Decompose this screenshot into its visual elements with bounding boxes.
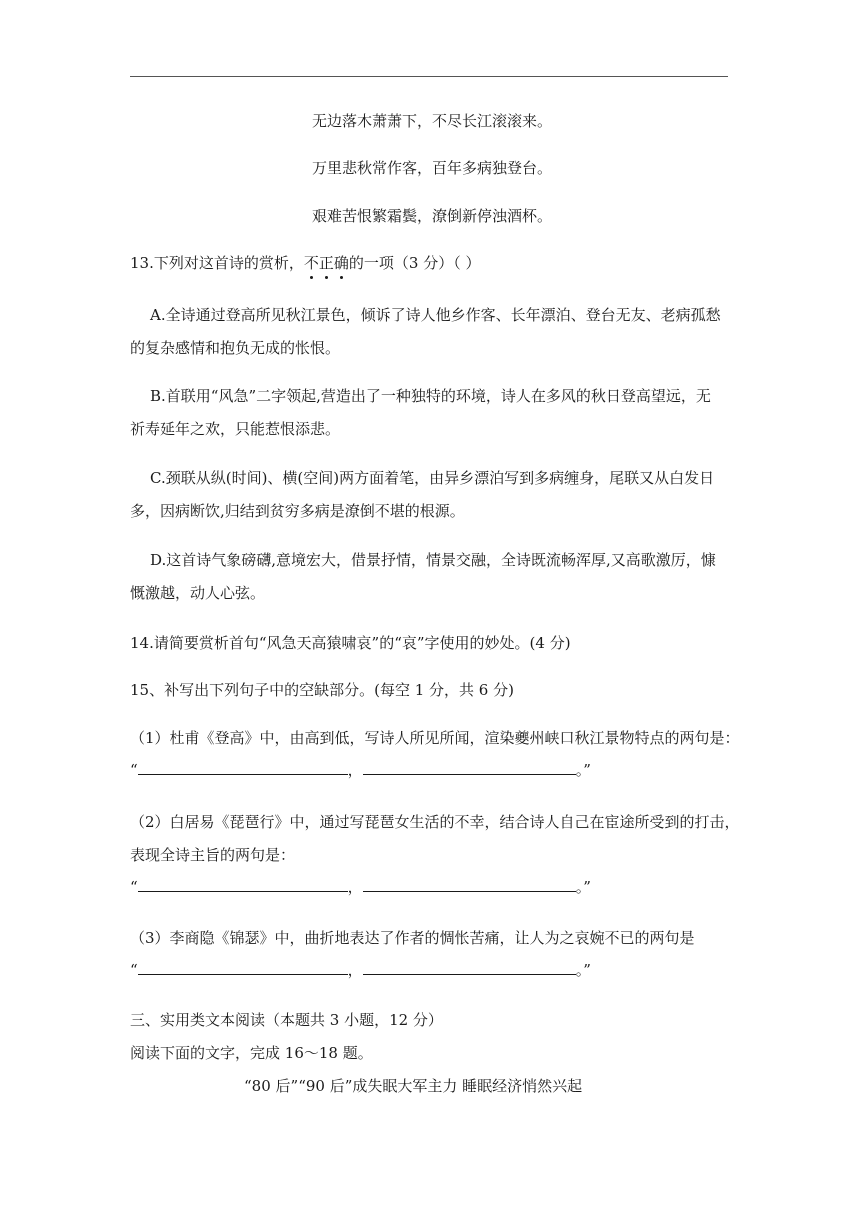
section-3-title: 三、实用类文本阅读（本题共 3 小题，12 分） [130,1011,443,1029]
answer-blank[interactable] [363,960,576,975]
option-c-line-2: 多，因病断饮,归结到贫穷多病是潦倒不堪的根源。 [130,502,465,520]
section-3-instruction: 阅读下面的文字，完成 16～18 题。 [130,1044,373,1062]
q15-sentence-1: （1）杜甫《登高》中，由高到低，写诗人所见所闻，渲染夔州峡口秋江景物特点的两句是： [130,729,740,747]
option-b-line-1: B.首联用“风急”二字领起,营造出了一种独特的环境，诗人在多风的秋日登高望远，无 [150,387,711,405]
q15-sentence-2-line-2: 表现全诗主旨的两句是： [130,846,296,864]
article-title: “80 后”“90 后”成失眠大军主力 睡眠经济悄然兴起 [244,1077,583,1095]
question-15-title: 15、补写出下列句子中的空缺部分。(每空 1 分，共 6 分) [130,681,514,699]
q15-sentence-2-line-1: （2）白居易《琵琶行》中，通过写琵琶女生活的不幸，结合诗人自己在宦途所受到的打击， [130,813,740,831]
option-a-line-1: A.全诗通过登高所见秋江景色，倾诉了诗人他乡作客、长年漂泊、登台无友、老病孤愁 [150,306,721,324]
emphasis-char: 正 [318,254,334,272]
option-a-line-2: 的复杂感情和抱负无成的怅恨。 [130,339,341,357]
emphasis-char: 不 [303,254,319,272]
q15-sentence-3: （3）李商隐《锦瑟》中，曲折地表达了作者的惆怅苦痛，让人为之哀婉不已的两句是 [130,929,695,947]
answer-blank[interactable] [363,877,576,892]
q15-blank-row-2: “ ， 。” [130,878,591,896]
emphasis-char: 确 [333,254,349,272]
answer-blank[interactable] [138,760,348,775]
question-14: 14.请简要赏析首句“风急天高猿啸哀”的“哀”字使用的妙处。(4 分) [130,634,571,652]
question-13: 13.下列对这首诗的赏析，不正确的一项（3 分）（ ） [130,254,481,272]
poem-line-1: 无边落木萧萧下，不尽长江滚滚来。 [312,112,553,130]
answer-blank[interactable] [363,760,576,775]
q15-blank-row-3: “ ， 。” [130,961,591,979]
answer-blank[interactable] [138,960,348,975]
poem-line-3: 艰难苦恨繁霜鬓，潦倒新停浊酒杯。 [312,207,553,225]
option-d-line-2: 慨激越，动人心弦。 [130,584,266,602]
option-b-line-2: 祈寿延年之欢，只能惹恨添悲。 [130,420,341,438]
poem-line-2: 万里悲秋常作客，百年多病独登台。 [312,159,553,177]
header-rule [130,76,728,77]
option-c-line-1: C.颈联从纵(时间)、横(空间)两方面着笔，由异乡漂泊写到多病缠身，尾联又从白发日 [150,469,715,487]
option-d-line-1: D.这首诗气象磅礴,意境宏大，借景抒情，情景交融，全诗既流畅浑厚,又高歌激厉，慷 [150,551,716,569]
q15-blank-row-1: “ ， 。” [130,761,591,779]
answer-blank[interactable] [138,877,348,892]
